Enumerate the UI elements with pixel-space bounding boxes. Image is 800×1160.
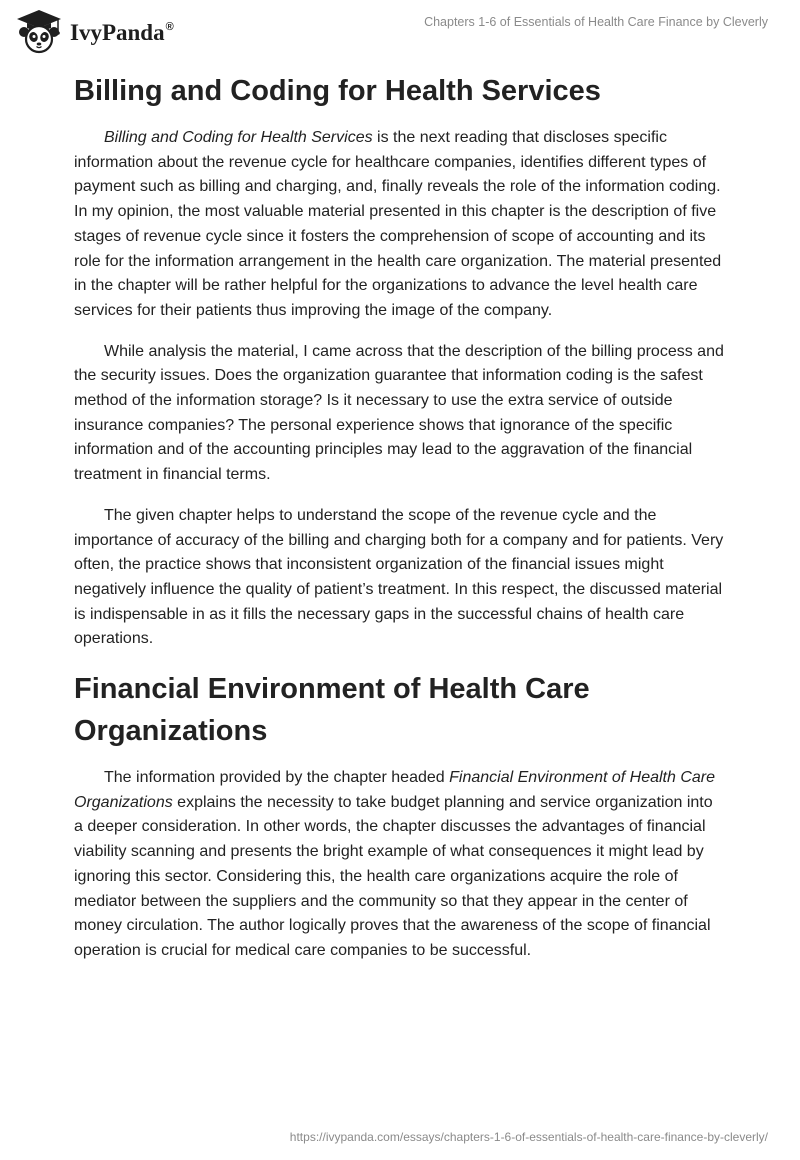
italic-title: Financial Environment of Health Care Organizations bbox=[74, 769, 716, 811]
essay-content bbox=[74, 70, 724, 980]
section-heading-billing: Billing and Coding for Health Services bbox=[74, 75, 601, 107]
paragraph bbox=[74, 504, 724, 652]
section-heading-financial-environment: Financial Environment of Health Care Organizations bbox=[74, 673, 590, 748]
paragraph bbox=[74, 766, 724, 964]
italic-title: Billing and Coding for Health Services bbox=[104, 129, 373, 146]
paragraph-text: While analysis the material, I came across that the description of the billing process and the security issues. Does the organization guarantee that information coding is the safest method of the information storage? Is it necessary to use the extra service of outside insurance companies? The personal experience shows that ignorance of the specific information and of the accounting principles may lead to the aggravation of the financial treatment in financial terms. bbox=[74, 342, 724, 484]
paragraph-text: The given chapter helps to understand the scope of the revenue cycle and the importance of accuracy of the billing and charging both for a company and for patients. Very often, the practice shows that inconsistent organization of the financial issues might negatively influence the quality of patient’s treatment. In this respect, the discussed material is indispensable in as it fills the necessary gaps in the successful chains of health care operations. bbox=[74, 506, 724, 648]
paragraph-text: explains the necessity to take budget planning and service organization into a deeper consideration. In other words, the chapter discusses the advantages of financial viability scanning and presents the bright example of what consequences it might lead by ignoring this sector. Considering this, the health care organizations acquire the role of mediator between the suppliers and the community so that they appear in the center of money circulation. The author logically proves that the awareness of the scope of financial operation is crucial for medical care companies to be successful. bbox=[74, 793, 713, 959]
paragraph bbox=[74, 340, 724, 488]
registered-mark: ® bbox=[165, 21, 174, 33]
brand-name: IvyPanda® bbox=[70, 20, 174, 45]
page-header bbox=[0, 0, 800, 60]
paragraph-text: is the next reading that discloses specific information about the revenue cycle for healthcare companies, identifies different types of payment such as billing and charging, and, finally reveals the role of the information coding. In my opinion, the most valuable material presented in this chapter is the description of five stages of revenue cycle since it fosters the comprehension of scope of accounting and its role for the information arrangement in the health care organization. The material presented in the chapter will be rather helpful for the organizations to advance the level health care services for their patients thus improving the image of the company. bbox=[74, 129, 722, 319]
paragraph bbox=[74, 126, 724, 324]
brand-logo[interactable] bbox=[14, 8, 174, 54]
paragraph-text: The information provided by the chapter headed bbox=[104, 769, 450, 787]
source-url[interactable]: https://ivypanda.com/essays/chapters-1-6-of-essentials-of-health-care-finance-by-cleverly/ bbox=[289, 1130, 768, 1144]
panda-graduate-icon bbox=[14, 8, 64, 54]
document-title: Chapters 1-6 of Essentials of Health Care Finance by Cleverly bbox=[424, 15, 768, 29]
